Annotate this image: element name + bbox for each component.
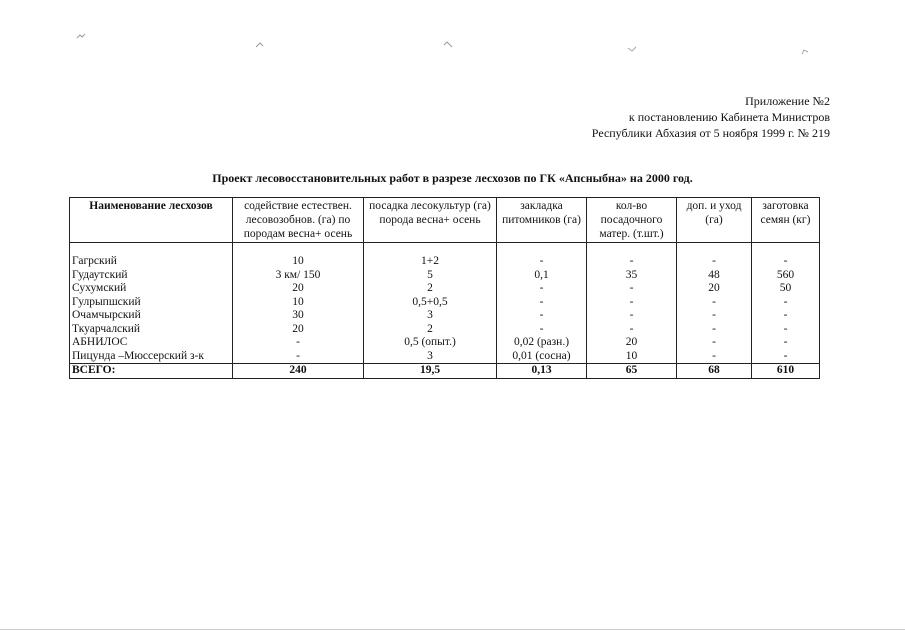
total-cell: ВСЕГО: bbox=[70, 364, 233, 379]
appendix-line: Приложение №2 bbox=[745, 94, 830, 108]
spacer-row bbox=[70, 243, 820, 256]
table-cell: - bbox=[497, 296, 587, 310]
table-row bbox=[70, 282, 820, 296]
table-cell: Очамчырский bbox=[70, 309, 233, 323]
table-cell: 0,01 (сосна) bbox=[497, 350, 587, 364]
table-cell: 3 bbox=[364, 309, 497, 323]
table-cell: Гулрыпшский bbox=[70, 296, 233, 310]
table-cell: - bbox=[587, 282, 677, 296]
total-cell: 0,13 bbox=[497, 364, 587, 379]
table-cell: - bbox=[677, 336, 752, 350]
table-cell: 50 bbox=[752, 282, 820, 296]
table-cell: 0,5 (опыт.) bbox=[364, 336, 497, 350]
scan-speck bbox=[627, 40, 637, 48]
column-header: Наименование лесхозов bbox=[70, 198, 233, 243]
table-cell: АБНИЛОС bbox=[70, 336, 233, 350]
column-header: закладка питомников (га) bbox=[497, 198, 587, 243]
column-header: содействие естествен. лесовозобнов. (га) по породам весна+ осень bbox=[233, 198, 364, 243]
total-cell: 240 bbox=[233, 364, 364, 379]
column-header: кол-во посадочного матер. (т.шт.) bbox=[587, 198, 677, 243]
table-cell: 20 bbox=[587, 336, 677, 350]
table-cell: 1+2 bbox=[364, 255, 497, 269]
table-cell: - bbox=[233, 336, 364, 350]
table-row bbox=[70, 309, 820, 323]
table-cell: Сухумский bbox=[70, 282, 233, 296]
table-cell: 2 bbox=[364, 323, 497, 337]
scan-speck bbox=[76, 28, 86, 36]
table-cell: - bbox=[587, 323, 677, 337]
table-cell: 3 км/ 150 bbox=[233, 269, 364, 283]
table-cell: - bbox=[677, 350, 752, 364]
appendix-line: Республики Абхазия от 5 ноября 1999 г. № 219 bbox=[591, 126, 830, 140]
table-cell: 5 bbox=[364, 269, 497, 283]
table-cell: 20 bbox=[677, 282, 752, 296]
table-cell: - bbox=[587, 309, 677, 323]
table-cell: 0,5+0,5 bbox=[364, 296, 497, 310]
scan-speck bbox=[255, 36, 265, 44]
table-row bbox=[70, 269, 820, 283]
table-row bbox=[70, 336, 820, 350]
table-cell: Пицунда –Мюссерский з-к bbox=[70, 350, 233, 364]
table-cell: 35 bbox=[587, 269, 677, 283]
table-cell: - bbox=[752, 336, 820, 350]
table-cell: - bbox=[233, 350, 364, 364]
table-cell: - bbox=[752, 309, 820, 323]
table-cell: Гагрский bbox=[70, 255, 233, 269]
total-cell: 19,5 bbox=[364, 364, 497, 379]
table-cell: - bbox=[497, 255, 587, 269]
table-cell: - bbox=[497, 309, 587, 323]
table-row bbox=[70, 323, 820, 337]
table-cell: - bbox=[497, 282, 587, 296]
table-cell: 30 bbox=[233, 309, 364, 323]
table-cell: 3 bbox=[364, 350, 497, 364]
table-cell: - bbox=[587, 255, 677, 269]
table-cell: - bbox=[587, 296, 677, 310]
table-row bbox=[70, 296, 820, 310]
table-cell: 2 bbox=[364, 282, 497, 296]
table-cell: Ткуарчалский bbox=[70, 323, 233, 337]
scan-speck bbox=[443, 36, 453, 44]
table-cell: 20 bbox=[233, 282, 364, 296]
table-cell: - bbox=[677, 323, 752, 337]
table-cell: - bbox=[752, 296, 820, 310]
total-cell: 68 bbox=[677, 364, 752, 379]
table-cell: 560 bbox=[752, 269, 820, 283]
table-cell: - bbox=[497, 323, 587, 337]
table-cell: 0,1 bbox=[497, 269, 587, 283]
table-header-row bbox=[70, 198, 820, 243]
total-cell: 65 bbox=[587, 364, 677, 379]
reforestation-table bbox=[69, 197, 820, 379]
table-cell: - bbox=[677, 296, 752, 310]
document-title: Проект лесовосстановительных работ в разрезе лесхозов по ГК «Апсныбна» на 2000 год. bbox=[212, 171, 693, 185]
table-cell: - bbox=[677, 255, 752, 269]
table-cell: 10 bbox=[233, 296, 364, 310]
table-cell: 0,02 (разн.) bbox=[497, 336, 587, 350]
table-cell: Гудаутский bbox=[70, 269, 233, 283]
appendix-note bbox=[592, 93, 830, 141]
scan-edge-line bbox=[0, 629, 905, 630]
column-header: доп. и уход (га) bbox=[677, 198, 752, 243]
column-header: заготовка семян (кг) bbox=[752, 198, 820, 243]
total-cell: 610 bbox=[752, 364, 820, 379]
appendix-line: к постановлению Кабинета Министров bbox=[628, 110, 830, 124]
scan-speck bbox=[800, 43, 810, 51]
table-cell: - bbox=[752, 323, 820, 337]
table-cell: 10 bbox=[587, 350, 677, 364]
total-row bbox=[70, 364, 820, 379]
table-cell: - bbox=[752, 255, 820, 269]
table-cell: 10 bbox=[233, 255, 364, 269]
table-row bbox=[70, 255, 820, 269]
column-header: посадка лесокультур (га) порода весна+ осень bbox=[364, 198, 497, 243]
table-row bbox=[70, 350, 820, 364]
table-cell: 20 bbox=[233, 323, 364, 337]
table-cell: 48 bbox=[677, 269, 752, 283]
table-cell: - bbox=[752, 350, 820, 364]
table-cell: - bbox=[677, 309, 752, 323]
